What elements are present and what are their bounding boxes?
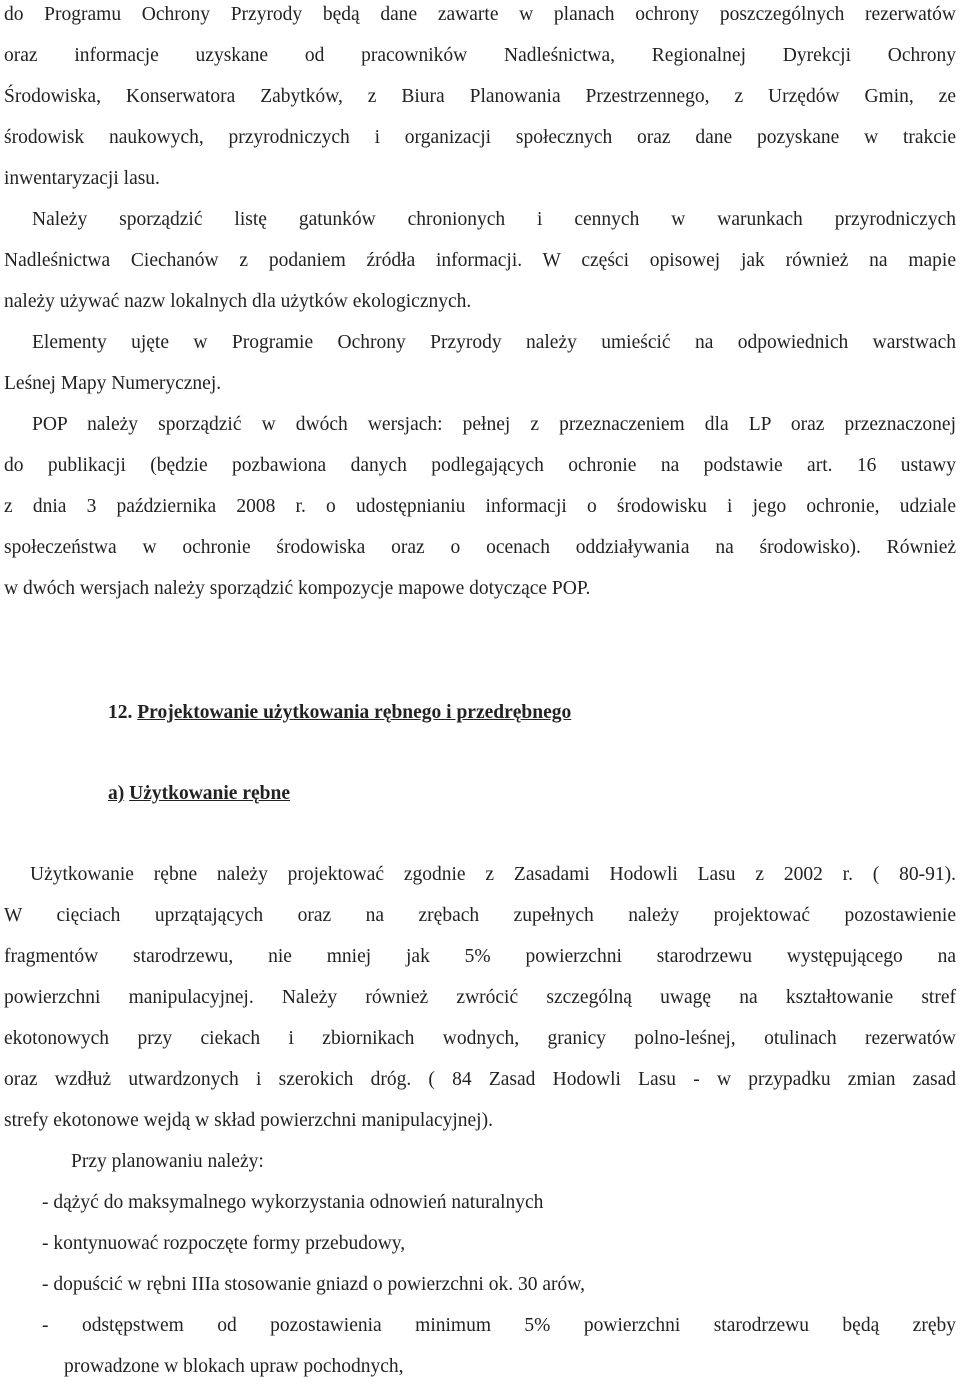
paragraph-line: inwentaryzacji lasu. [4,168,160,189]
subsection-heading-a [108,773,956,814]
paragraph-line: oraz informacje uzyskane od pracowników Nadleśnictwa, Regionalnej Dyrekcji Ochrony [4,45,956,66]
list-item: - dążyć do maksymalnego wykorzystania odnowień naturalnych [42,1192,544,1213]
paragraph-line: należy używać nazw lokalnych dla użytków ekologicznych. [4,291,472,312]
paragraph-line: do publikacji (będzie pozbawiona danych podlegających ochronie na podstawie art. 16 ustawy [4,455,956,476]
paragraph-line: z dnia 3 października 2008 r. o udostępnianiu informacji o środowisku i jego ochronie, udziale [4,496,956,517]
paragraph-line: Należy sporządzić listę gatunków chronionych i cennych w warunkach przyrodniczych [32,209,956,230]
paragraph-line: środowisk naukowych, przyrodniczych i organizacji społecznych oraz dane pozyskane w trakcie [4,127,956,148]
paragraph-line: Nadleśnictwa Ciechanów z podaniem źródła informacji. W części opisowej jak również na mapie [4,250,956,271]
paragraph-line: Leśnej Mapy Numerycznej. [4,373,222,394]
section-number: 12. [108,702,133,723]
paragraph-line: ekotonowych przy ciekach i zbiornikach wodnych, granicy polno-leśnej, otulinach rezerwatów [4,1028,956,1049]
list-item: - kontynuować rozpoczęte formy przebudowy, [42,1233,406,1254]
paragraph-line: strefy ekotonowe wejdą w skład powierzchni manipulacyjnej). [4,1110,493,1131]
paragraph-line: oraz wzdłuż utwardzonych i szerokich dróg. ( 84 Zasad Hodowli Lasu - w przypadku zmian zasad [4,1069,956,1090]
paragraph-line: powierzchni manipulacyjnej. Należy również zwrócić szczególną uwagę na kształtowanie stref [4,987,956,1008]
list-item-continuation: prowadzone w blokach upraw pochodnych, [64,1356,404,1377]
section-heading-12 [108,692,956,733]
list-intro: Przy planowaniu należy: [71,1151,264,1172]
section-title: Projektowanie użytkowania rębnego i przedrębnego [137,702,572,723]
paragraph-line: Użytkowanie rębne należy projektować zgodnie z Zasadami Hodowli Lasu z 2002 r. ( 80-91). [30,864,956,885]
list-item: - odstępstwem od pozostawienia minimum 5% powierzchni starodrzewu będą zręby [42,1315,956,1336]
paragraph-line: fragmentów starodrzewu, nie mniej jak 5% powierzchni starodrzewu występującego na [4,946,956,967]
paragraph-line: społeczeństwa w ochronie środowiska oraz o ocenach oddziaływania na środowisko). Również [4,537,956,558]
paragraph-line: w dwóch wersjach należy sporządzić kompozycje mapowe dotyczące POP. [4,578,591,599]
subsection-title: Użytkowanie rębne [129,783,290,804]
paragraph-line: POP należy sporządzić w dwóch wersjach: pełnej z przeznaczeniem dla LP oraz przeznaczonej [32,414,956,435]
paragraph-line: Elementy ujęte w Programie Ochrony Przyrody należy umieścić na odpowiednich warstwach [32,332,956,353]
paragraph-line: W cięciach uprzątających oraz na zrębach zupełnych należy projektować pozostawienie [4,905,956,926]
list-item: - dopuścić w rębni IIIa stosowanie gniazd o powierzchni ok. 30 arów, [42,1274,585,1295]
subsection-number: a) [108,783,125,804]
paragraph-line: Środowiska, Konserwatora Zabytków, z Biura Planowania Przestrzennego, z Urzędów Gmin, ze [4,86,956,107]
paragraph-line: do Programu Ochrony Przyrody będą dane zawarte w planach ochrony poszczególnych rezerwatów [4,4,956,25]
